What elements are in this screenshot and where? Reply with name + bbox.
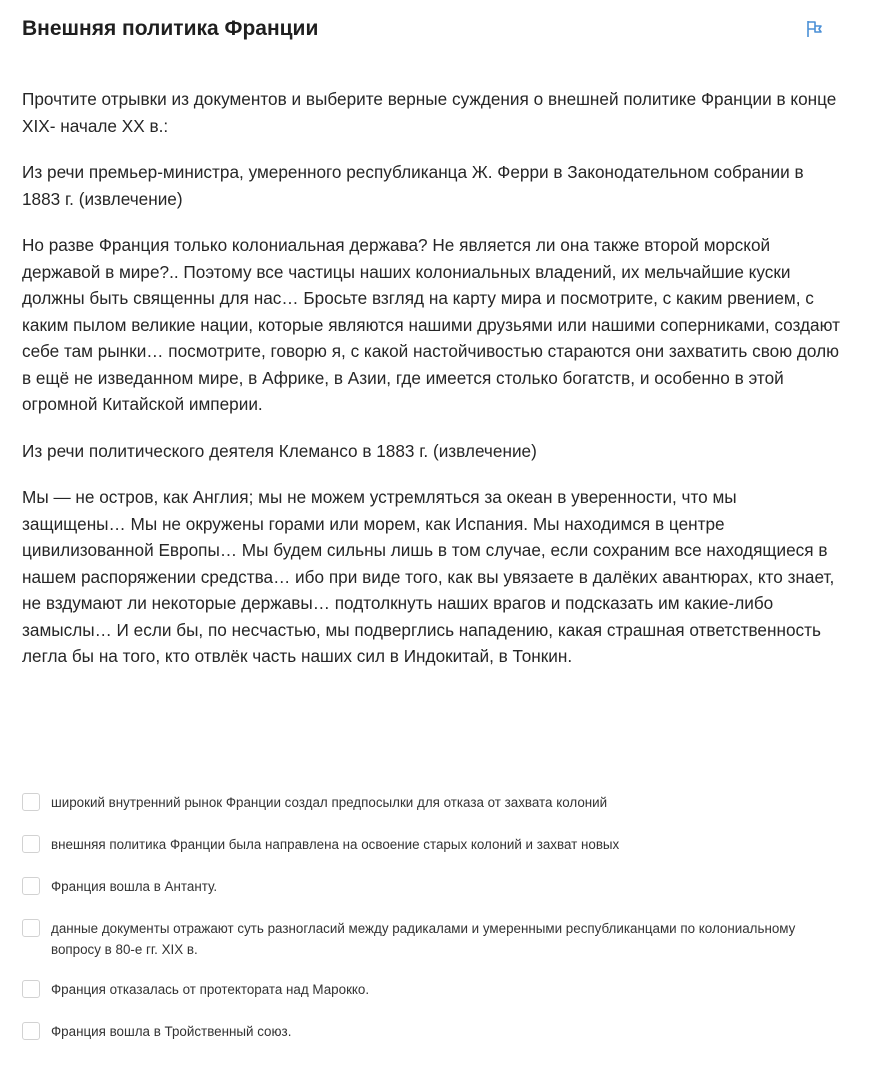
page-title: Внешняя политика Франции bbox=[22, 17, 319, 40]
answer-option-label: внешняя политика Франции была направлена на освоение старых колоний и захват новых bbox=[51, 837, 620, 852]
task-header bbox=[22, 14, 832, 46]
answer-options bbox=[22, 788, 842, 1059]
answer-option-label: Франция отказалась от протектората над Марокко. bbox=[51, 982, 370, 997]
answer-checkbox[interactable] bbox=[22, 877, 40, 895]
answer-option[interactable] bbox=[22, 914, 842, 960]
answer-option-label: широкий внутренний рынок Франции создал предпосылки для отказа от захвата колоний bbox=[51, 795, 608, 810]
answer-checkbox[interactable] bbox=[22, 793, 40, 811]
answer-option[interactable] bbox=[22, 1017, 842, 1042]
source2-text: Мы — не остров, как Англия; мы не можем устремляться за океан в уверенности, что мы защищены… Мы не окружены горами или морем, как Испания. Мы находимся в центре цивилизованной Европы… Мы будем сильны лишь в том случае, если сохраним все находящиеся в нашем распоряжении средства… ибо при виде того, как вы увязаете в далёких авантюрах, кто знает, не вздумают ли некоторые державы… подтолкнуть наших врагов и подсказать им какие-либо замыслы… И если бы, по несчастью, мы подверглись нападению, какая страшная ответственность легла бы на того, кто отвлёк часть наших сил в Индокитай, в Тонкин. bbox=[22, 487, 835, 666]
source1-text: Но разве Франция только колониальная держава? Не является ли она также второй морской державой в мире?.. Поэтому все частицы наших колониальных владений, их мельчайшие куски должны быть священны для нас… Бросьте взгляд на карту мира и посмотрите, с каким рвением, с каким пылом великие нации, которые являются нашими друзьями или нашими соперниками, создают себе там рынки… посмотрите, говорю я, с какой настойчивостью стараются они захватить свою долю в ещё не изведанном мире, в Африке, в Азии, где имеется столько богатств, и особенно в этой огромной Китайской империи. bbox=[22, 235, 840, 414]
answer-option-label: Франция вошла в Тройственный союз. bbox=[51, 1024, 292, 1039]
answer-checkbox[interactable] bbox=[22, 1022, 40, 1040]
instruction-text: Прочтите отрывки из документов и выберите верные суждения о внешней политике Франции в конце XIX- начале XX в.: bbox=[22, 89, 837, 136]
flag-icon-graphic bbox=[804, 18, 826, 40]
question-body bbox=[22, 86, 844, 690]
source2-caption: Из речи политического деятеля Клемансо в 1883 г. (извлечение) bbox=[22, 440, 537, 461]
answer-option[interactable] bbox=[22, 872, 842, 897]
flag-icon[interactable] bbox=[804, 18, 826, 40]
answer-checkbox[interactable] bbox=[22, 835, 40, 853]
answer-checkbox[interactable] bbox=[22, 919, 40, 937]
source1-caption: Из речи премьер-министра, умеренного республиканца Ж. Ферри в Законодательном собрании в 1883 г. (извлечение) bbox=[22, 162, 804, 209]
answer-option[interactable] bbox=[22, 975, 842, 1000]
answer-option[interactable] bbox=[22, 830, 842, 855]
answer-checkbox[interactable] bbox=[22, 980, 40, 998]
answer-option[interactable] bbox=[22, 788, 842, 813]
answer-option-label: данные документы отражают суть разногласий между радикалами и умеренными республиканцами по колониальному вопросу в 80-е гг. XIX в. bbox=[51, 921, 796, 957]
answer-option-label: Франция вошла в Антанту. bbox=[51, 879, 218, 894]
